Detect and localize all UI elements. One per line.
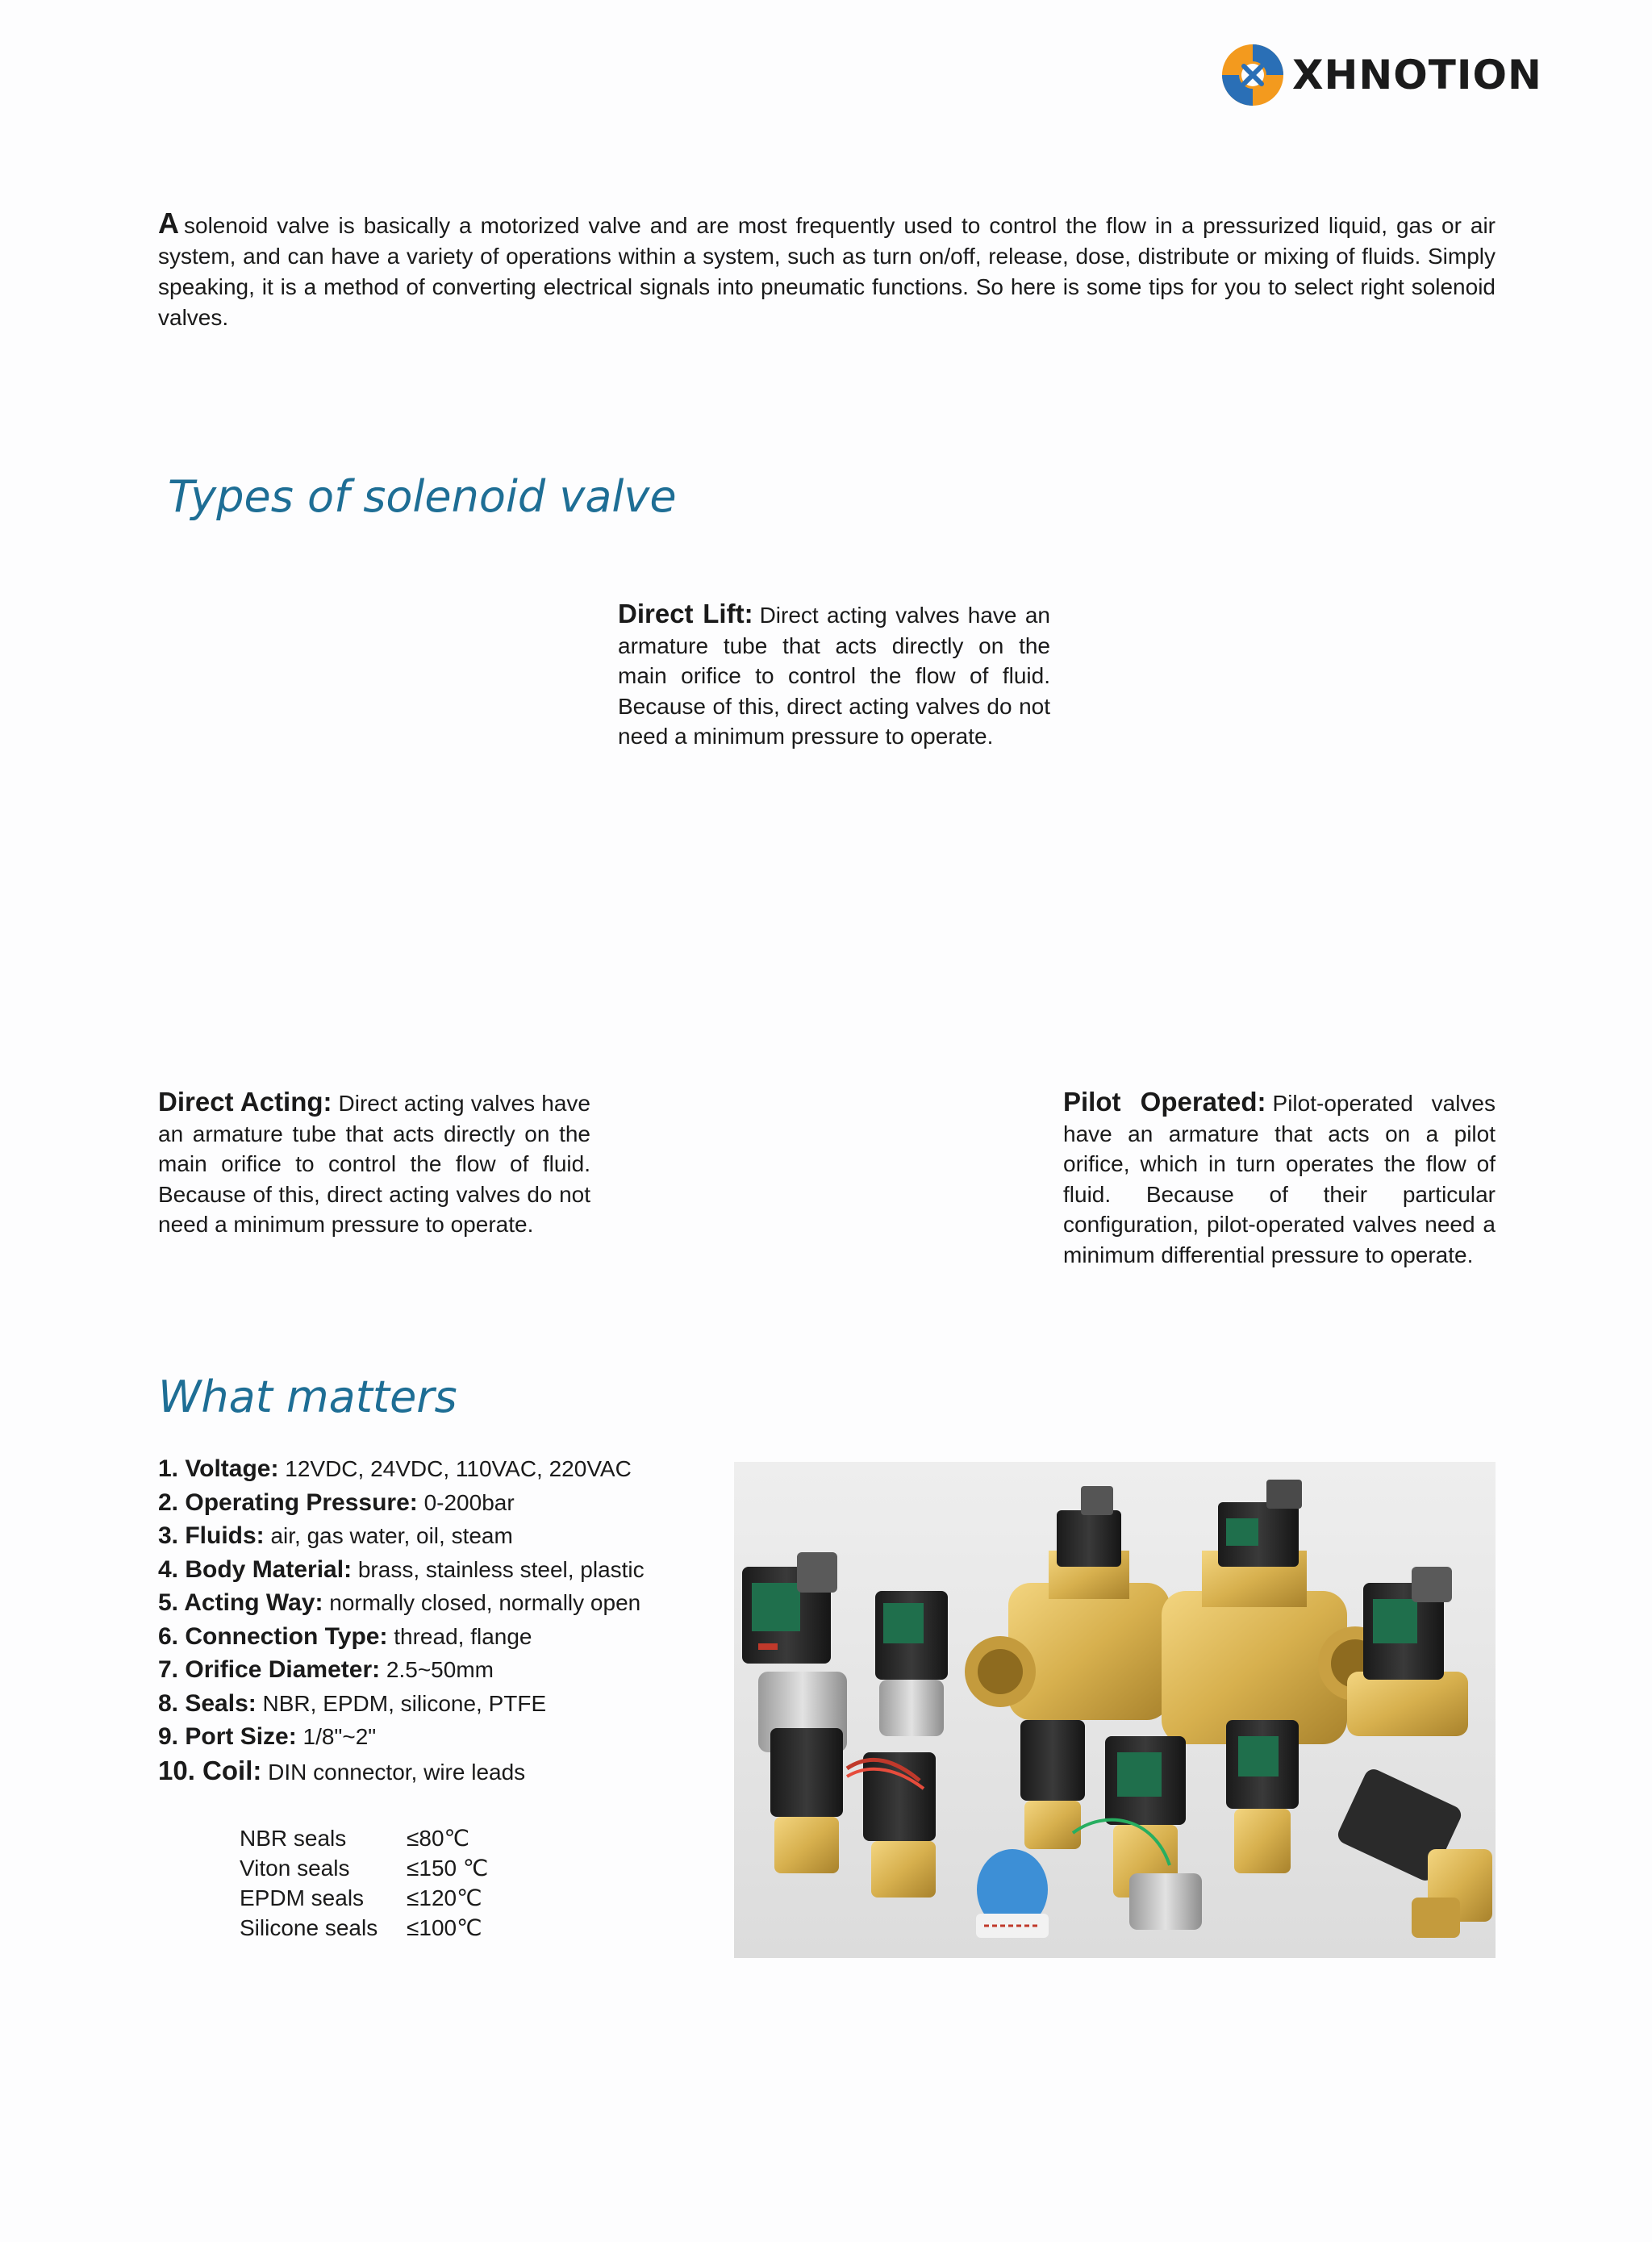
spec-label: 2. Operating Pressure: — [158, 1488, 418, 1516]
seal-temp: ≤80℃ — [407, 1826, 469, 1851]
table-row — [240, 1823, 488, 1853]
intro-initial: A — [158, 207, 179, 240]
direct-acting-term: Direct Acting: — [158, 1087, 332, 1117]
spec-item-orifice-diameter — [158, 1653, 723, 1687]
spec-item-seals — [158, 1687, 723, 1721]
direct-acting-text: Direct acting valves have an armature tube that acts directly on the main orifice to control the flow of fluid. Because of this, direct acting valves do not need a minimum pressure to operate. — [158, 1091, 590, 1237]
direct-acting-paragraph — [158, 1087, 590, 1240]
spec-item-body-material — [158, 1553, 723, 1587]
spec-label: 7. Orifice Diameter: — [158, 1656, 381, 1683]
seal-temp: ≤150 ℃ — [407, 1856, 489, 1881]
pilot-operated-paragraph — [1063, 1087, 1496, 1270]
seal-name: Silicone seals — [240, 1915, 378, 1940]
seal-name: EPDM seals — [240, 1885, 365, 1910]
direct-lift-term: Direct Lift: — [618, 599, 753, 628]
spec-label: 9. Port Size: — [158, 1723, 297, 1750]
table-row — [240, 1883, 488, 1913]
spec-label: 10. Coil: — [158, 1755, 262, 1785]
pilot-operated-term: Pilot Operated: — [1063, 1087, 1266, 1117]
spec-item-port-size — [158, 1720, 723, 1754]
spec-value: normally closed, normally open — [329, 1590, 641, 1615]
spec-item-coil — [158, 1754, 723, 1789]
seal-temp: ≤100℃ — [407, 1915, 482, 1940]
spec-label: 6. Connection Type: — [158, 1622, 388, 1650]
spec-value: 12VDC, 24VDC, 110VAC, 220VAC — [285, 1456, 632, 1481]
direct-lift-paragraph — [618, 599, 1050, 752]
spec-value: brass, stainless steel, plastic — [357, 1556, 645, 1582]
spec-label: 3. Fluids: — [158, 1522, 265, 1549]
intro-paragraph — [158, 208, 1496, 333]
table-row — [240, 1913, 488, 1943]
types-title: Types of solenoid valve — [168, 471, 677, 522]
spec-value: NBR, EPDM, silicone, PTFE — [262, 1690, 547, 1716]
direct-lift-text: Direct acting valves have an armature tube that acts directly on the main orifice to control the flow of fluid. Because of this, direct acting valves do not need a minimum pressure to operate. — [618, 603, 1050, 749]
spec-item-acting-way — [158, 1586, 723, 1620]
seal-name: Viton seals — [240, 1856, 350, 1881]
solenoid-valves-photo — [734, 1462, 1496, 1958]
spec-label: 1. Voltage: — [158, 1455, 279, 1482]
spec-item-connection-type — [158, 1620, 723, 1654]
matters-title: What matters — [158, 1372, 457, 1422]
seal-name: NBR seals — [240, 1826, 347, 1851]
table-row — [240, 1853, 488, 1883]
spec-value: 1/8"~2" — [302, 1724, 377, 1749]
spec-item-voltage — [158, 1452, 723, 1486]
pilot-operated-text: Pilot-operated valves have an armature that acts on a pilot orifice, which in turn operates the flow of fluid. Because of their particular configuration, pilot-operated valves need a minimum differential pressure to operate. — [1063, 1091, 1496, 1267]
brand-name: XHNOTION — [1292, 52, 1542, 98]
brand-logo — [1220, 42, 1542, 108]
seal-temp: ≤120℃ — [407, 1885, 482, 1910]
seal-temperature-table — [240, 1823, 488, 1943]
spec-value: thread, flange — [394, 1623, 532, 1649]
spec-label: 5. Acting Way: — [158, 1589, 323, 1616]
spec-value: 0-200bar — [423, 1489, 515, 1515]
spec-item-fluids — [158, 1519, 723, 1553]
brand-mark-icon — [1220, 42, 1287, 108]
spec-label: 4. Body Material: — [158, 1555, 353, 1583]
spec-value: DIN connector, wire leads — [268, 1759, 526, 1785]
spec-item-operating-pressure — [158, 1486, 723, 1520]
specs-list — [158, 1452, 723, 1789]
intro-text: solenoid valve is basically a motorized valve and are most frequently used to control the flow in a pressurized liquid, gas or air system, and can have a variety of operations within a system, such as turn on/off, release, dose, distribute or mixing of fluids. Simply speaking, it is a method of converting electrical signals into pneumatic functions. So here is some tips for you to select right solenoid valves. — [158, 213, 1496, 330]
spec-value: 2.5~50mm — [386, 1657, 494, 1682]
spec-value: air, gas water, oil, steam — [270, 1523, 513, 1548]
spec-label: 8. Seals: — [158, 1689, 257, 1717]
